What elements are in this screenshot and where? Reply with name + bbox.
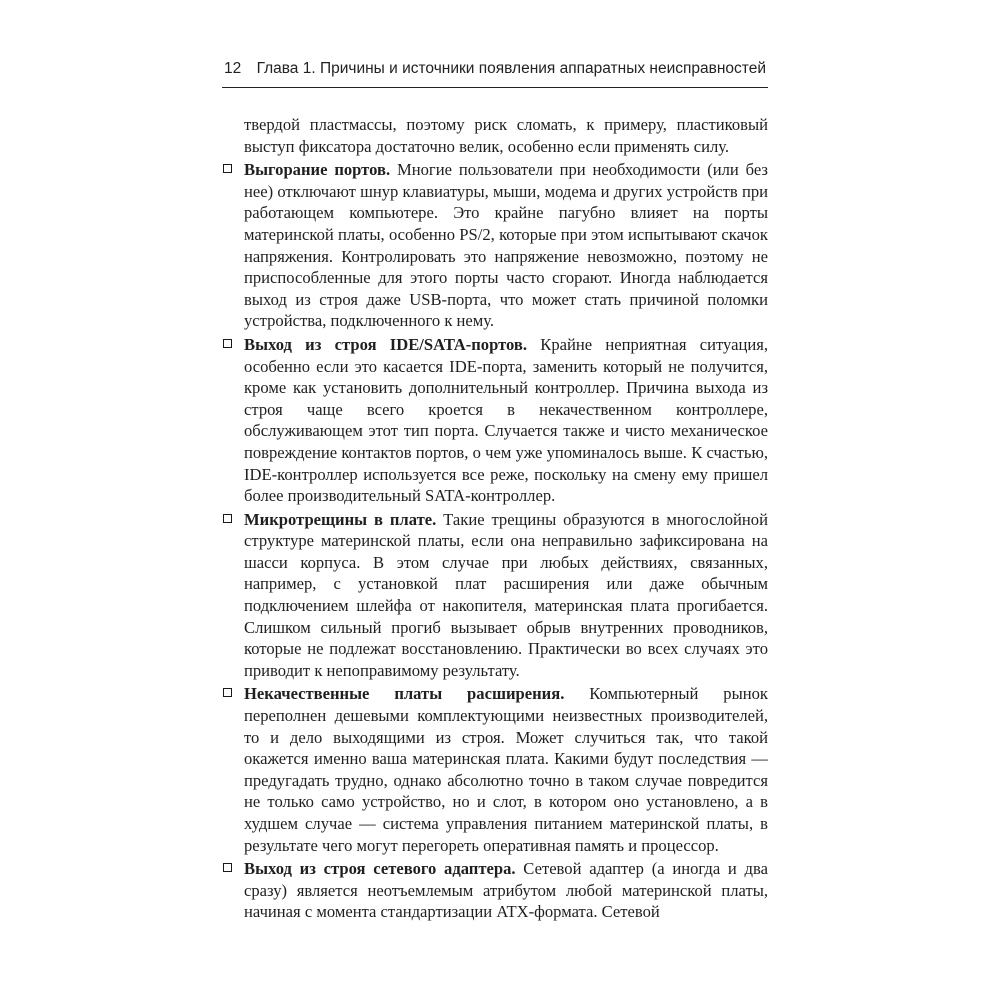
- intro-paragraph: твердой пластмассы, поэтому риск сломать, к примеру, пластиковый выступ фиксатора достаточно велик, особенно если применять силу.: [244, 115, 768, 156]
- list-item: [222, 858, 768, 923]
- checkbox-bullet-icon: [223, 514, 232, 523]
- checkbox-bullet-icon: [223, 164, 232, 173]
- checkbox-bullet-icon: [223, 863, 232, 872]
- item-title: Микротрещины в плате.: [244, 509, 437, 529]
- item-text: Крайне неприятная ситуация, особенно если это касается IDE-порта, заменить который не получится, кроме как установить дополнительный контроллер. Причина выхода из строя чаще всего кроется в некачественном контроллере, обслуживающем этот тип порта. Случается также и чисто механическое повреждение контактов портов, о чем уже упоминалось выше. К счастью, IDE-контроллер используется все реже, поскольку на смену ему пришел более производительный SATA-контроллер.: [244, 334, 768, 506]
- item-title: Выгорание портов.: [244, 160, 391, 180]
- body-text: [222, 114, 768, 923]
- checkbox-bullet-icon: [223, 339, 232, 348]
- list-item: [222, 159, 768, 332]
- item-title: Выход из строя сетевого адаптера.: [244, 859, 516, 879]
- item-title: Выход из строя IDE/SATA-портов.: [244, 334, 528, 354]
- chapter-title: Глава 1. Причины и источники появления аппаратных неисправностей: [256, 60, 766, 77]
- item-text: Компьютерный рынок переполнен дешевыми комплектующими неизвестных производителей, то и дело выходящими из строя. Может случиться так, что такой окажется именно ваша материнская плата. Какими будут последствия — предугадать трудно, однако абсолютно точно в таком случае повредится не только само устройство, но и слот, в котором оно установлено, а в худшем случае — система управления питанием материнской платы, в результате чего могут перегореть оперативная память и процессор.: [244, 684, 768, 855]
- item-text: Многие пользователи при необходимости (или без нее) отключают шнур клавиатуры, мыши, модема и других устройств при работающем компьютере. Это крайне пагубно влияет на порты материнской платы, особенно PS/2, которые при этом испытывают скачок напряжения. Контролировать это напряжение невозможно, поэтому не приспособленные для этого порты часто сгорают. Иногда наблюдается выход из строя даже USB-порта, что может стать причиной поломки устройства, подключенного к нему.: [244, 160, 768, 331]
- page-number: 12: [224, 60, 242, 77]
- list-item: [222, 334, 768, 507]
- list-item: [222, 683, 768, 856]
- item-title: Некачественные платы расширения.: [244, 684, 565, 704]
- list-item: [222, 509, 768, 682]
- checkbox-bullet-icon: [223, 688, 232, 697]
- item-text: Сетевой адаптер (а иногда и два сразу) является неотъемлемым атрибутом любой материнской платы, начиная с момента стандартизации ATX-формата. Сетевой: [244, 859, 768, 922]
- item-text: Такие трещины образуются в многослойной структуре материнской платы, если она неправильно зафиксирована на шасси корпуса. В этом случае при любых действиях, связанных, например, с установкой плат расширения или даже обычным подключением шлейфа от накопителя, материнская плата прогибается. Слишком сильный прогиб вызывает обрыв внутренних проводников, которые не подлежат восстановлению. Практически во всех случаях это приводит к непоправимому результату.: [244, 509, 768, 680]
- header-rule: [222, 87, 768, 88]
